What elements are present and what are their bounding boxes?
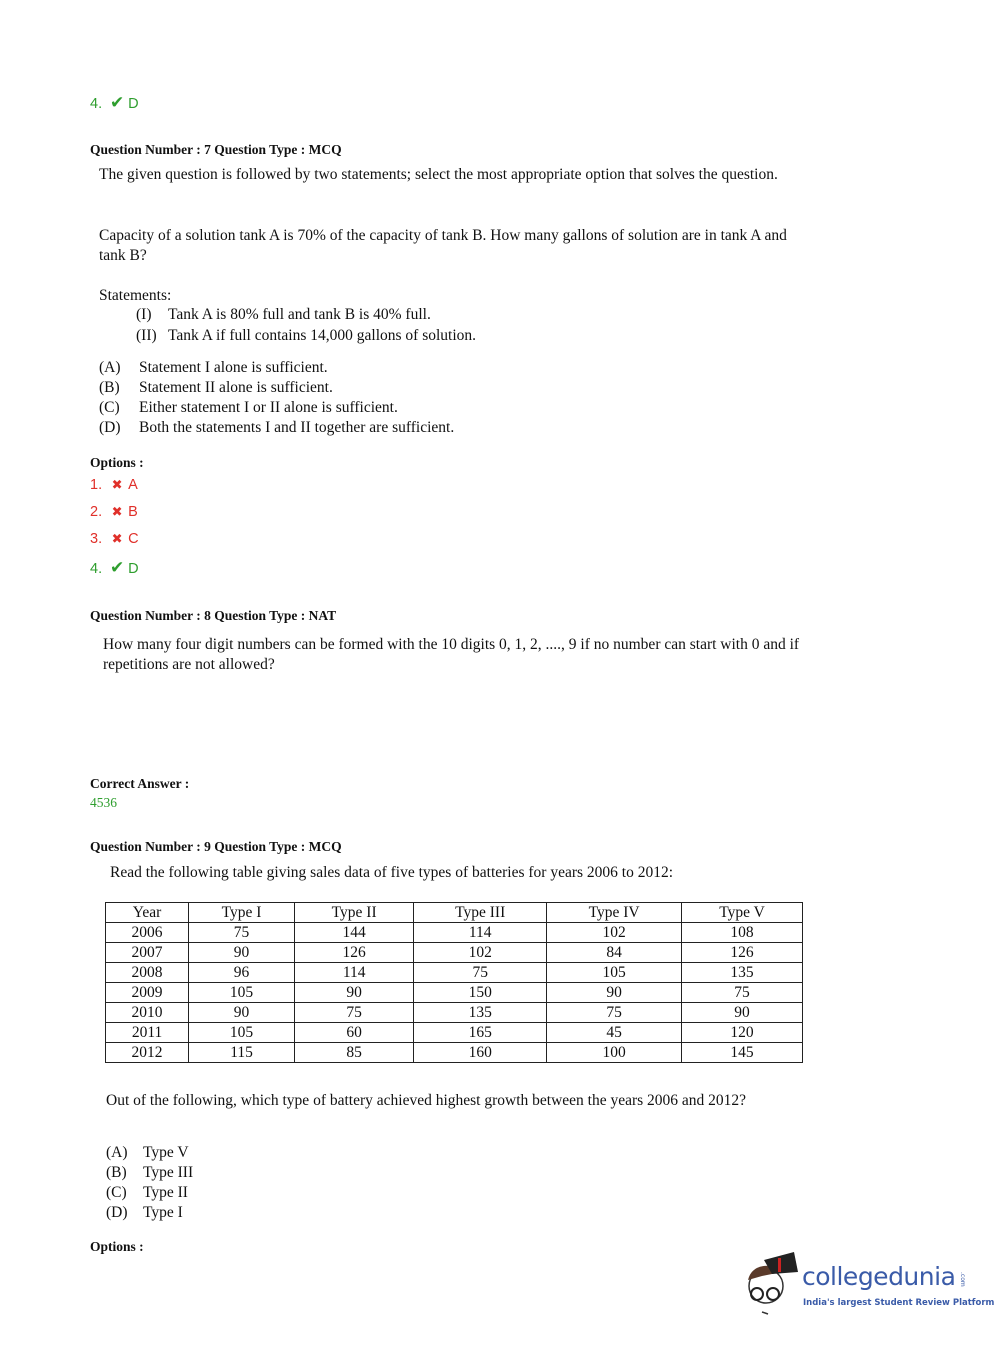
table-row xyxy=(106,943,803,963)
sales-cell: 90 xyxy=(295,983,414,1003)
options-label: Options : xyxy=(90,1239,144,1254)
sales-cell: 90 xyxy=(547,983,682,1003)
option-label: D xyxy=(128,561,139,577)
year-cell: 2010 xyxy=(106,1003,189,1023)
logo-text: collegedunia xyxy=(802,1262,956,1291)
sales-cell: 105 xyxy=(189,1023,295,1043)
choice-text: Statement I alone is sufficient. xyxy=(139,359,328,376)
logo-tagline: India's largest Student Review Platform xyxy=(803,1298,995,1308)
choice-c xyxy=(106,1183,193,1203)
statement-text: Tank A is 80% full and tank B is 40% full. xyxy=(168,306,431,323)
question-7-choices xyxy=(99,358,454,438)
statement-text: Tank A if full contains 14,000 gallons of solution. xyxy=(168,327,477,344)
choice-d xyxy=(99,418,454,438)
sales-cell: 75 xyxy=(547,1003,682,1023)
choice-num: (B) xyxy=(106,1164,127,1181)
sales-cell: 135 xyxy=(682,963,803,983)
logo-dotcom: .com xyxy=(959,1272,966,1287)
option-number: 4. xyxy=(90,96,103,112)
table-row xyxy=(106,923,803,943)
sales-cell: 90 xyxy=(189,1003,295,1023)
choice-d xyxy=(106,1203,193,1223)
statement-num: (I) xyxy=(136,306,152,323)
options-label: Options : xyxy=(90,455,144,470)
statements-label: Statements: xyxy=(99,287,172,304)
choice-num: (B) xyxy=(99,379,120,396)
collegedunia-logo xyxy=(742,1250,995,1320)
choice-text: Type I xyxy=(143,1204,183,1221)
table-header-row xyxy=(106,903,803,923)
column-header: Year xyxy=(106,903,189,923)
table-row xyxy=(106,1043,803,1063)
sales-cell: 120 xyxy=(682,1023,803,1043)
sales-cell: 105 xyxy=(547,963,682,983)
sales-cell: 126 xyxy=(682,943,803,963)
table-row xyxy=(106,983,803,1003)
column-header: Type III xyxy=(414,903,547,923)
sales-cell: 90 xyxy=(189,943,295,963)
choice-text: Type V xyxy=(143,1144,189,1161)
q7-option-3 xyxy=(90,531,139,547)
choice-text: Statement II alone is sufficient. xyxy=(139,379,333,396)
table-row xyxy=(106,1003,803,1023)
correct-answer-value: 4536 xyxy=(90,795,117,810)
sales-cell: 90 xyxy=(682,1003,803,1023)
cross-icon: ✖ xyxy=(111,531,123,546)
battery-sales-table xyxy=(105,902,803,1063)
sales-cell: 114 xyxy=(295,963,414,983)
sales-cell: 100 xyxy=(547,1043,682,1063)
sales-cell: 85 xyxy=(295,1043,414,1063)
choice-b xyxy=(99,378,454,398)
question-9-choices xyxy=(106,1143,193,1223)
option-label: C xyxy=(128,531,139,547)
sales-cell: 75 xyxy=(414,963,547,983)
q7-option-2 xyxy=(90,504,138,520)
choice-text: Type II xyxy=(143,1184,188,1201)
year-cell: 2006 xyxy=(106,923,189,943)
question-9-text: Out of the following, which type of battery achieved highest growth between the years 2006 and 2012? xyxy=(106,1092,747,1109)
option-number: 4. xyxy=(90,561,103,577)
choice-b xyxy=(106,1163,193,1183)
sales-cell: 135 xyxy=(414,1003,547,1023)
q7-option-4 xyxy=(90,558,139,578)
statement-1 xyxy=(136,305,431,325)
sales-cell: 145 xyxy=(682,1043,803,1063)
question-9-intro: Read the following table giving sales data of five types of batteries for years 2006 to 2012: xyxy=(110,864,674,881)
sales-cell: 144 xyxy=(295,923,414,943)
choice-c xyxy=(99,398,454,418)
correct-answer-label: Correct Answer : xyxy=(90,776,190,791)
choice-text: Type III xyxy=(143,1164,194,1181)
sales-cell: 60 xyxy=(295,1023,414,1043)
question-8-header: Question Number : 8 Question Type : NAT xyxy=(90,608,337,623)
statement-num: (II) xyxy=(136,327,157,344)
option-label: B xyxy=(128,504,138,520)
sales-cell: 108 xyxy=(682,923,803,943)
sales-cell: 150 xyxy=(414,983,547,1003)
table-body xyxy=(106,923,803,1063)
cross-icon: ✖ xyxy=(111,477,123,492)
choice-num: (A) xyxy=(99,359,121,376)
option-label: D xyxy=(128,96,139,112)
sales-cell: 75 xyxy=(295,1003,414,1023)
year-cell: 2012 xyxy=(106,1043,189,1063)
year-cell: 2007 xyxy=(106,943,189,963)
sales-cell: 45 xyxy=(547,1023,682,1043)
choice-num: (C) xyxy=(99,399,120,416)
option-number: 2. xyxy=(90,504,103,520)
q7-option-1 xyxy=(90,477,138,493)
sales-cell: 75 xyxy=(682,983,803,1003)
question-8-text: How many four digit numbers can be formed with the 10 digits 0, 1, 2, ...., 9 if no number can start with 0 and if repetitions are not allowed? xyxy=(103,636,800,673)
choice-num: (A) xyxy=(106,1144,128,1161)
table-row xyxy=(106,1023,803,1043)
column-header: Type II xyxy=(295,903,414,923)
question-9-header: Question Number : 9 Question Type : MCQ xyxy=(90,839,342,854)
mascot-icon xyxy=(742,1250,802,1316)
choice-a xyxy=(106,1143,193,1163)
sales-cell: 102 xyxy=(547,923,682,943)
sales-cell: 126 xyxy=(295,943,414,963)
column-header: Type V xyxy=(682,903,803,923)
option-label: A xyxy=(128,477,138,493)
cross-icon: ✖ xyxy=(111,504,123,519)
sales-cell: 105 xyxy=(189,983,295,1003)
year-cell: 2009 xyxy=(106,983,189,1003)
sales-cell: 102 xyxy=(414,943,547,963)
sales-cell: 84 xyxy=(547,943,682,963)
sales-cell: 75 xyxy=(189,923,295,943)
sales-cell: 160 xyxy=(414,1043,547,1063)
question-7-header: Question Number : 7 Question Type : MCQ xyxy=(90,142,342,157)
choice-text: Either statement I or II alone is sufficient. xyxy=(139,399,398,416)
sales-cell: 96 xyxy=(189,963,295,983)
option-number: 3. xyxy=(90,531,103,547)
choice-num: (D) xyxy=(99,419,121,436)
option-number: 1. xyxy=(90,477,103,493)
choice-num: (D) xyxy=(106,1204,128,1221)
sales-cell: 165 xyxy=(414,1023,547,1043)
choice-a xyxy=(99,358,454,378)
year-cell: 2011 xyxy=(106,1023,189,1043)
sales-cell: 114 xyxy=(414,923,547,943)
question-7-intro: The given question is followed by two statements; select the most appropriate option that solves the question. xyxy=(99,166,778,183)
sales-cell: 115 xyxy=(189,1043,295,1063)
check-icon: ✔ xyxy=(110,558,125,577)
question-7-text: Capacity of a solution tank A is 70% of the capacity of tank B. How many gallons of solution are in tank A and tank B? xyxy=(99,227,787,264)
column-header: Type IV xyxy=(547,903,682,923)
choice-text: Both the statements I and II together are sufficient. xyxy=(139,419,455,436)
year-cell: 2008 xyxy=(106,963,189,983)
q6-option-4 xyxy=(90,93,139,113)
column-header: Type I xyxy=(189,903,295,923)
table-row xyxy=(106,963,803,983)
statement-2 xyxy=(136,326,476,346)
choice-num: (C) xyxy=(106,1184,127,1201)
check-icon: ✔ xyxy=(110,93,125,112)
